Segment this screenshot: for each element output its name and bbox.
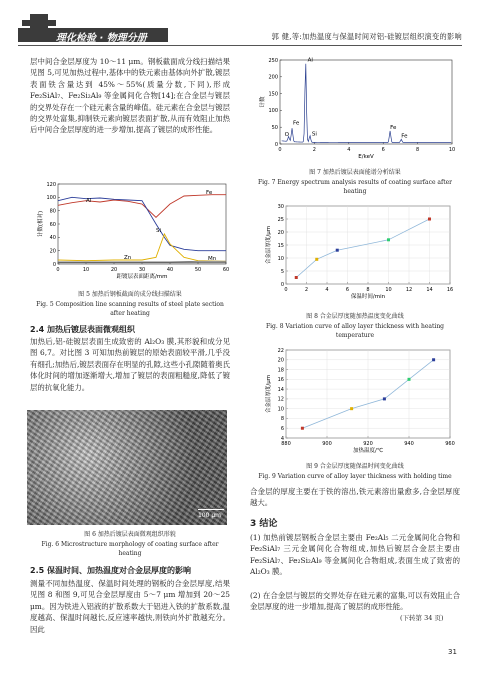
fig5-chart xyxy=(28,180,232,290)
x-tick-label: 10 xyxy=(385,287,392,293)
x-tick-label: 16 xyxy=(446,287,454,293)
y-axis-label: 合金层厚度/μm xyxy=(266,225,272,265)
data-point xyxy=(408,378,411,381)
series-label-zn: Zn xyxy=(124,255,132,261)
scale-bar: 100 μm xyxy=(197,512,221,519)
series-line-mn xyxy=(58,261,226,262)
y-tick-label: 60 xyxy=(49,221,56,228)
header-rule xyxy=(18,45,462,46)
y-tick-label: 10 xyxy=(277,255,284,262)
data-point xyxy=(295,276,298,279)
journal-logo-text: 理化检验 · 物理分册 xyxy=(56,33,147,44)
y-axis-label: 计数 xyxy=(260,96,266,108)
x-axis-label: 保温时间/min xyxy=(350,294,386,300)
series-label-fe: Fe xyxy=(206,190,213,196)
y-tick-label: 20 xyxy=(49,248,56,255)
y-tick-label: 40 xyxy=(49,235,56,242)
y-tick-label: 20 xyxy=(277,357,284,364)
y-tick-label: 22 xyxy=(277,347,284,354)
data-point xyxy=(428,218,431,221)
data-point xyxy=(336,249,339,252)
y-tick-label: 30 xyxy=(277,203,284,210)
x-tick-label: 50 xyxy=(194,267,202,273)
fig7-caption-en: Fig. 7 Energy spectrum analysis results of coating surface after heating xyxy=(257,179,453,195)
right-para-5: (1) 加热前镀层钢板合金层主要由 Fe₂Al₅ 二元金属间化合物和 Fe₂SiAl₇ 三元金属间化合物组成,加热后镀层合金层主要由 Fe₂SiAl₇、Fe₂Si₂Al₉ 等金属间化合物组成,表面生成了致密的 Al₂O₃ 膜。 xyxy=(250,533,460,577)
peak-label-fe: Fe xyxy=(293,120,300,127)
data-point xyxy=(383,397,386,400)
fig8-caption-cn: 图 8 合金层厚度随加热温度变化曲线 xyxy=(306,313,404,320)
fig9-caption-en: Fig. 9 Variation curve of alloy layer thickness with holding time xyxy=(258,473,452,480)
x-tick-label: 40 xyxy=(166,267,174,273)
peak-label-fe: Fe xyxy=(401,133,408,140)
x-tick-label: 30 xyxy=(138,267,146,273)
y-tick-label: 120 xyxy=(46,181,56,188)
x-axis-label: 加热温度/℃ xyxy=(352,448,384,454)
y-tick-label: 50 xyxy=(271,125,278,131)
x-tick-label: 960 xyxy=(445,441,455,447)
x-tick-label: 12 xyxy=(405,287,413,293)
peak-label-o: O xyxy=(284,131,289,138)
spectrum-line xyxy=(282,64,451,143)
x-tick-label: 4 xyxy=(325,287,329,293)
y-tick-label: 250 xyxy=(268,57,278,64)
peak-label-si: Si xyxy=(311,131,317,138)
x-tick-label: 0 xyxy=(278,147,282,153)
x-tick-label: 6 xyxy=(345,287,350,293)
y-tick-label: 8 xyxy=(280,416,284,423)
y-tick-label: 100 xyxy=(268,108,278,115)
section-2-4-heading: 2.4 加热后镀层表面微观组织 xyxy=(30,325,135,334)
series-label-si: Si xyxy=(156,228,162,234)
x-tick-label: 8 xyxy=(366,287,370,293)
section-2-5-heading: 2.5 保温时间、加热温度对合金层厚度的影响 xyxy=(30,566,191,575)
x-tick-label: 920 xyxy=(363,441,373,447)
fig7-chart xyxy=(250,56,460,166)
y-tick-label: 0 xyxy=(274,141,278,148)
fig9-chart xyxy=(252,346,458,462)
series-line xyxy=(296,219,429,278)
page-number: 31 xyxy=(448,648,457,656)
data-point xyxy=(387,238,390,241)
y-tick-label: 14 xyxy=(277,386,284,393)
right-para-6: (2) 在合金层与镀层的交界处存在硅元素的富集,可以有效阻止合金层厚度的进一步增加,提高了镀层的成形性能。 xyxy=(250,591,460,612)
y-tick-label: 5 xyxy=(280,268,284,275)
y-axis-label: 计数(相对) xyxy=(38,210,44,238)
x-tick-label: 10 xyxy=(82,267,90,273)
y-tick-label: 10 xyxy=(277,406,284,413)
data-point xyxy=(432,358,435,361)
y-tick-label: 16 xyxy=(277,377,284,384)
x-tick-label: 2 xyxy=(304,287,309,293)
data-point xyxy=(315,258,318,261)
section-3-heading: 3 结论 xyxy=(250,519,278,529)
fig7-caption-cn: 图 7 加热后镀层表面能谱分析结果 xyxy=(309,169,401,176)
fig9-caption-cn: 图 9 合金层厚度随保温时间变化曲线 xyxy=(306,463,404,470)
running-title: 郭 健,等:加热温度与保温时间对铝-硅镀层组织演变的影响 xyxy=(271,32,462,41)
left-para-2: 加热后,铝-硅镀层表面生成致密的 Al₂O₃ 膜,其形貌和成分见图 6,7。对比图 3 可知加热前镀层的原始表面较平滑,几乎没有细孔;加热后,镀层表面存在明显的孔隙,这些小孔隙随着奥氏体化时间的增加逐渐增大,增加了镀层的表面粗糙度,降低了镀层的抗氧化能力。 xyxy=(30,337,230,392)
y-tick-label: 12 xyxy=(277,396,284,403)
data-point xyxy=(301,427,304,430)
fig5-caption-cn: 图 5 加热后钢板截面的成分线扫描结果 xyxy=(78,291,182,298)
series-line-si xyxy=(58,234,226,261)
series-label-mn: Mn xyxy=(208,256,217,262)
fig8-caption-en: Fig. 8 Variation curve of alloy layer thickness with heating temperature xyxy=(265,323,445,339)
x-tick-label: 0 xyxy=(284,287,288,293)
x-tick-label: 880 xyxy=(281,441,291,447)
fig6-caption-en: Fig. 6 Microstructure morphology of coating surface after heating xyxy=(41,541,219,557)
x-tick-label: 900 xyxy=(322,441,332,447)
right-para-4: 合金层的厚度主要在于铁的溶出,铁元素溶出量愈多,合金层厚度越大。 xyxy=(250,487,460,508)
x-tick-label: 4 xyxy=(347,147,351,153)
x-tick-label: 8 xyxy=(416,147,420,153)
y-tick-label: 150 xyxy=(268,91,278,98)
y-tick-label: 20 xyxy=(277,229,284,236)
data-point xyxy=(350,407,353,410)
x-tick-label: 20 xyxy=(110,267,118,273)
x-tick-label: 60 xyxy=(222,267,230,273)
plot-frame xyxy=(58,184,226,264)
page-header xyxy=(18,14,462,42)
peak-label-fe: Fe xyxy=(390,125,397,132)
x-axis-label: 距镀层表面距离/mm xyxy=(116,274,168,280)
y-tick-label: 0 xyxy=(280,281,284,288)
journal-logo-mark xyxy=(30,14,48,42)
peak-label-al: Al xyxy=(307,57,313,64)
left-para-3: 测量不同加热温度、保温时间处理的钢板的合金层厚度,结果见图 8 和图 9,可见合金层厚度由 5～7 μm 增加到 20～25 μm。因为铁进入铝液的扩散系数大于铝进入铁的扩散系数,温度越高、保温时间越长,反应速率越快,则铁向外扩散越充分。因此 xyxy=(30,579,230,634)
fig6-micrograph xyxy=(27,410,227,525)
x-tick-label: 14 xyxy=(426,287,433,293)
fig6-caption-cn: 图 6 加热后镀层表面微观组织形貌 xyxy=(84,531,176,538)
y-tick-label: 200 xyxy=(268,74,278,81)
y-tick-label: 100 xyxy=(46,195,56,202)
y-tick-label: 15 xyxy=(277,242,284,249)
y-tick-label: 25 xyxy=(277,216,284,223)
y-tick-label: 4 xyxy=(280,435,284,442)
x-tick-label: 10 xyxy=(448,147,456,153)
fig5-caption-en: Fig. 5 Composition line scanning results of steel plate section after heating xyxy=(36,301,224,317)
series-label-al: Al xyxy=(86,198,92,204)
y-axis-label: 合金层厚度/μm xyxy=(266,374,272,414)
x-tick-label: 940 xyxy=(404,441,414,447)
y-tick-label: 80 xyxy=(49,208,56,215)
x-axis-label: E/keV xyxy=(358,154,374,160)
x-tick-label: 2 xyxy=(312,147,316,153)
fig8-chart xyxy=(252,202,458,308)
left-para-1: 层中间合金层厚度为 10～11 μm。钢板截面成分线扫描结果见图 5,可见加热过程中,基体中的铁元素由基体向外扩散,镀层表面铁含量达到 45%～55%(质量分数,下同),形成 Fe₂SiAl₇、Fe₂Si₂Al₉ 等金属间化合物[14];在合金层与镀层的交界处存在一个硅元素含量的峰值。硅元素在合金层与镀层的交界处富集,抑制铁元素向镀层表面扩散,从而有效阻止加热后中间合金层厚度的进一步增加,提高了镀层的成形性能。 xyxy=(30,57,230,135)
continued-note: (下转第 34 页) xyxy=(400,614,444,622)
y-tick-label: 0 xyxy=(52,261,56,268)
x-tick-label: 0 xyxy=(56,267,60,273)
x-tick-label: 6 xyxy=(381,147,385,153)
y-tick-label: 6 xyxy=(280,426,284,433)
y-tick-label: 18 xyxy=(277,367,284,374)
series-line-al xyxy=(58,197,226,250)
